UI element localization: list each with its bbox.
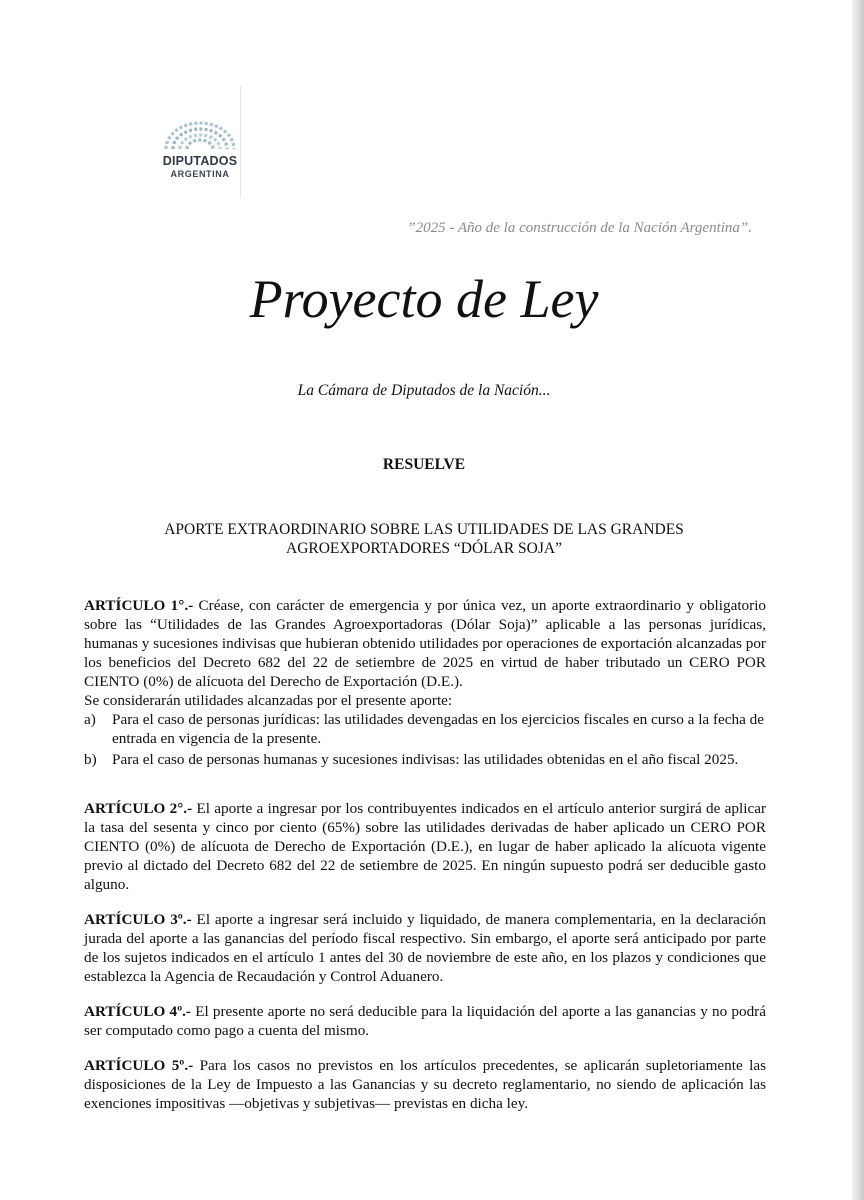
articles-body [84, 596, 766, 1113]
list-item-text: Para el caso de personas humanas y sucesiones indivisas: las utilidades obtenidas en el año fiscal 2025. [112, 751, 739, 768]
list-item-marker: a) [84, 711, 96, 728]
list-item-text: Para el caso de personas jurídicas: las utilidades devengadas en los ejercicios fiscales en curso a la fecha de entrada en vigencia de la presente. [112, 711, 764, 747]
year-motto: ”2025 - Año de la construcción de la Nación Argentina”. [407, 220, 752, 236]
article-1-list [84, 710, 766, 769]
page-edge-shadow [852, 0, 864, 1200]
article-1-text: Créase, con carácter de emergencia y por única vez, un aporte extraordinario y obligatorio sobre las “Utilidades de las Grandes Agroexportadoras (Dólar Soja)” aplicable a las personas jurídicas, humanas y sucesiones indivisas que hubieran obtenido utilidades por operaciones de exportación alcanzadas por los beneficios del Decreto 682 del 22 de setiembre de 2025 en virtud de haber tributado un CERO POR CIENTO (0%) de alícuota del Derecho de Exportación (D.E.). [84, 597, 767, 690]
diputados-logo [134, 86, 241, 198]
bill-heading-line-2: AGROEXPORTADORES “DÓLAR SOJA” [286, 540, 562, 557]
article-2-text: El aporte a ingresar por los contribuyentes indicados en el artículo anterior surgirá de aplicar la tasa del sesenta y cinco por ciento (65%) sobre las utilidades derivadas de haber aplicado un CERO POR CIENTO (0%) de alícuota de Derecho de Exportación (D.E.), en lugar de haber aplicado la alícuota vigente previo al dictado del Decreto 682 del 22 de setiembre de 2025. En ningún supuesto podrá ser deducible gasto alguno. [84, 800, 766, 893]
article-4-text: El presente aporte no será deducible para la liquidación del aporte a las ganancias y no podrá ser computado como pago a cuenta del mismo. [84, 1003, 766, 1039]
article-4 [84, 1002, 766, 1040]
congress-dome-icon [161, 120, 239, 150]
resolution-heading: RESUELVE [382, 456, 466, 473]
article-3-label: ARTÍCULO 3º.- [84, 911, 192, 928]
article-3-text: El aporte a ingresar será incluido y liquidado, de manera complementaria, en la declaración jurada del aporte a las ganancias del período fiscal respectivo. Sin embargo, el aporte será anticipado por parte de los sujetos indicados en el artículo 1 antes del 30 de noviembre de este año, en los plazos y condiciones que establezca la Agencia de Recaudación y Control Aduanero. [84, 911, 766, 985]
list-item-marker: b) [84, 751, 97, 768]
chamber-subtitle: La Cámara de Diputados de la Nación... [297, 382, 551, 399]
list-item [84, 710, 766, 748]
article-2 [84, 799, 766, 894]
document-title: Proyecto de Ley [249, 269, 599, 329]
article-1-intro: Se considerarán utilidades alcanzadas por el presente aporte: [84, 692, 453, 709]
article-1-label: ARTÍCULO 1°.- [84, 597, 194, 614]
article-3 [84, 910, 766, 986]
bill-heading [0, 520, 848, 558]
logo-country: ARGENTINA [170, 169, 230, 179]
bill-heading-line-1: APORTE EXTRAORDINARIO SOBRE LAS UTILIDADES DE LAS GRANDES [164, 521, 684, 538]
article-1 [84, 596, 766, 691]
logo-name: DIPUTADOS [162, 154, 238, 168]
article-5 [84, 1056, 766, 1113]
article-2-label: ARTÍCULO 2°.- [84, 800, 193, 817]
article-5-label: ARTÍCULO 5º.- [84, 1057, 194, 1074]
list-item [84, 750, 766, 769]
article-4-label: ARTÍCULO 4º.- [84, 1003, 191, 1020]
article-5-text: Para los casos no previstos en los artículos precedentes, se aplicarán supletoriamente las disposiciones de la Ley de Impuesto a las Ganancias y su decreto reglamentario, no siendo de aplicación las exenciones impositivas —objetivas y subjetivas— previstas en dicha ley. [84, 1057, 766, 1112]
